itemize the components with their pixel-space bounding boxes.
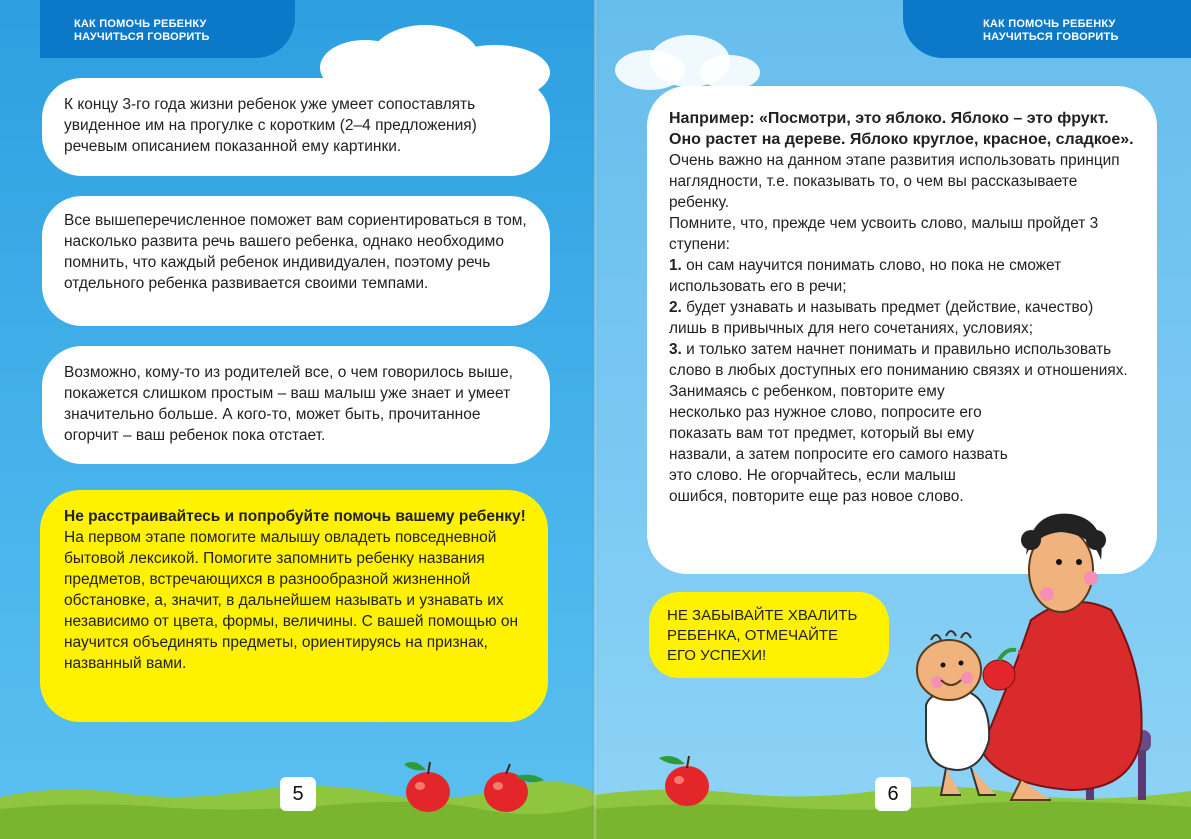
- step-2-text: будет узнавать и называть предмет (действие, качество) лишь в привычных для него сочетаниях, условиях;: [669, 299, 1094, 337]
- step-3: [669, 339, 1135, 381]
- step-2: [669, 297, 1135, 339]
- speech-bubble-3: [42, 346, 550, 464]
- header-line-1: КАК ПОМОЧЬ РЕБЕНКУ: [74, 18, 207, 30]
- speech-bubble-2: [42, 196, 550, 326]
- bubble-1-text: К концу 3-го года жизни ребенок уже умеет сопоставлять увиденное им на прогулке с коротким (2–4 предложения) речевым описанием показанной ему картинки.: [64, 96, 477, 155]
- page-gutter: [592, 0, 598, 839]
- page-left: [0, 0, 595, 839]
- praise-note-bubble: [649, 592, 889, 678]
- page-right: [595, 0, 1191, 839]
- step-2-number: 2.: [669, 299, 682, 316]
- speech-bubble-1: [42, 78, 550, 176]
- step-3-text: и только затем начнет понимать и правильно использовать слово в любых доступных его пониманию связях и отношениях.: [669, 341, 1128, 379]
- example-text: Например: «Посмотри, это яблоко. Яблоко – это фрукт. Оно растет на дереве. Яблоко круглое, красное, сладкое».: [669, 110, 1134, 148]
- paragraph-practice: Занимаясь с ребенком, повторите ему несколько раз нужное слово, попросите его показать вам тот предмет, который вы ему назвали, а затем попросите его самого назвать это слово. Не огорчайтесь, если малыш ошибся, повторите еще раз новое слово.: [669, 383, 1008, 505]
- bubble-3-text: Возможно, кому-то из родителей все, о чем говорилось выше, покажется слишком простым – ваш малыш уже знает и умеет значительно больше. А кого-то, может быть, прочитанное огорчит – ваш ребенок пока отстает.: [64, 364, 513, 444]
- praise-note-text: НЕ ЗАБЫВАЙТЕ ХВАЛИТЬ РЕБЕНКА, ОТМЕЧАЙТЕ ЕГО УСПЕХИ!: [667, 607, 858, 664]
- page-number-left: 5: [280, 777, 316, 811]
- header-line-1: КАК ПОМОЧЬ РЕБЕНКУ: [983, 18, 1116, 30]
- paragraph-three-steps: Помните, что, прежде чем усвоить слово, малыш пройдет 3 ступени:: [669, 215, 1099, 253]
- advice-text: На первом этапе помогите малышу овладеть повседневной бытовой лексикой. Помогите запомнить ребенку названия предметов, встречающихся в разнообразной жизненной обстановке, а, значит, в дальнейшем называть и узнавать их независимо от цвета, формы, величины. С вашей помощью он научится объединять предметы, ориентируясь на признак, названный вами.: [64, 529, 519, 672]
- page-number-right: 6: [875, 777, 911, 811]
- header-tab-left: [40, 0, 295, 58]
- step-1-number: 1.: [669, 257, 682, 274]
- step-1: [669, 255, 1135, 297]
- header-line-2: НАУЧИТЬСЯ ГОВОРИТЬ: [983, 31, 1119, 43]
- header-line-2: НАУЧИТЬСЯ ГОВОРИТЬ: [74, 31, 210, 43]
- paragraph-visual-principle: Очень важно на данном этапе развития использовать принцип наглядности, т.е. показывать то, о чем вы рассказываете ребенку.: [669, 152, 1120, 211]
- header-tab-right: [903, 0, 1191, 58]
- step-1-text: он сам научится понимать слово, но пока не сможет использовать его в речи;: [669, 257, 1062, 295]
- step-3-number: 3.: [669, 341, 682, 358]
- apple-icon: [478, 758, 548, 814]
- advice-bubble: [40, 490, 548, 722]
- apple-icon: [655, 752, 721, 808]
- bubble-2-text: Все вышеперечисленное поможет вам сориентироваться в том, насколько развита речь вашего ребенка, однако необходимо помнить, что каждый ребенок индивидуален, поэтому речь отдельного ребенка развивается своими темпами.: [64, 212, 527, 292]
- mother-and-child-illustration: [901, 500, 1191, 810]
- cloud: [700, 55, 760, 90]
- apple-icon: [398, 756, 458, 814]
- advice-title: Не расстраивайтесь и попробуйте помочь вашему ребенку!: [64, 508, 526, 525]
